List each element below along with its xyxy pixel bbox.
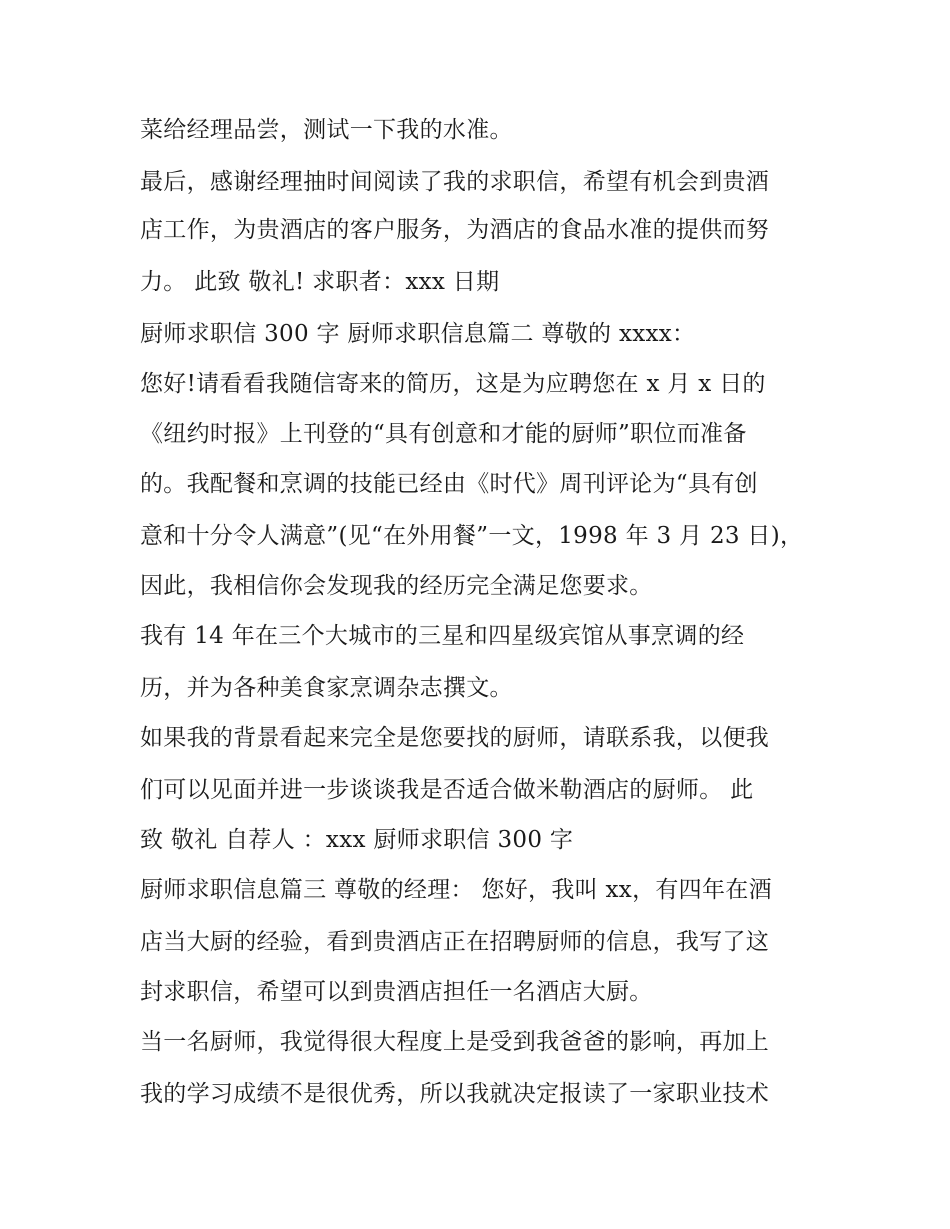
body-text-line: 店当大厨的经验，看到贵酒店正在招聘厨师的信息，我写了这 — [140, 929, 770, 955]
body-text-line: 致 敬礼 自荐人 ：xxx 厨师求职信 300 字 — [140, 827, 574, 853]
body-text-line: 最后，感谢经理抽时间阅读了我的求职信，希望有机会到贵酒 — [140, 169, 770, 195]
body-text-line: 店工作，为贵酒店的客户服务，为酒店的食品水准的提供而努 — [140, 217, 770, 243]
body-text-line: 封求职信，希望可以到贵酒店担任一名酒店大厨。 — [140, 979, 653, 1005]
body-text-line: 的。我配餐和烹调的技能已经由《时代》周刊评论为“具有创 — [140, 471, 758, 497]
body-text-line: 意和十分令人满意”(见“在外用餐”一文，1998 年 3 月 23 日)， — [140, 523, 804, 549]
body-text-line: 历，并为各种美食家烹调杂志撰文。 — [140, 675, 513, 701]
body-text-line: 当一名厨师，我觉得很大程度上是受到我爸爸的影响，再加上 — [140, 1029, 770, 1055]
body-text-line: 菜给经理品尝，测试一下我的水准。 — [140, 117, 513, 143]
body-text-line: 厨师求职信息篇三 尊敬的经理： 您好，我叫 xx，有四年在酒 — [140, 877, 772, 903]
body-text-line: 力。 此致 敬礼! 求职者：xxx 日期 — [140, 269, 500, 295]
body-text-line: 们可以见面并进一步谈谈我是否适合做米勒酒店的厨师。 此 — [140, 777, 754, 803]
body-text-line: 《纽约时报》上刊登的“具有创意和才能的厨师”职位而准备 — [140, 421, 747, 447]
body-text-line: 如果我的背景看起来完全是您要找的厨师，请联系我，以便我 — [140, 725, 770, 751]
body-text-line: 厨师求职信 300 字 厨师求职信息篇二 尊敬的 xxxx： — [140, 321, 696, 347]
body-text-line: 我的学习成绩不是很优秀，所以我就决定报读了一家职业技术 — [140, 1081, 770, 1107]
body-text-line: 您好!请看看我随信寄来的简历，这是为应聘您在 x 月 x 日的 — [140, 371, 766, 397]
body-text-line: 因此，我相信你会发现我的经历完全满足您要求。 — [140, 573, 653, 599]
body-text-line: 我有 14 年在三个大城市的三星和四星级宾馆从事烹调的经 — [140, 623, 745, 649]
